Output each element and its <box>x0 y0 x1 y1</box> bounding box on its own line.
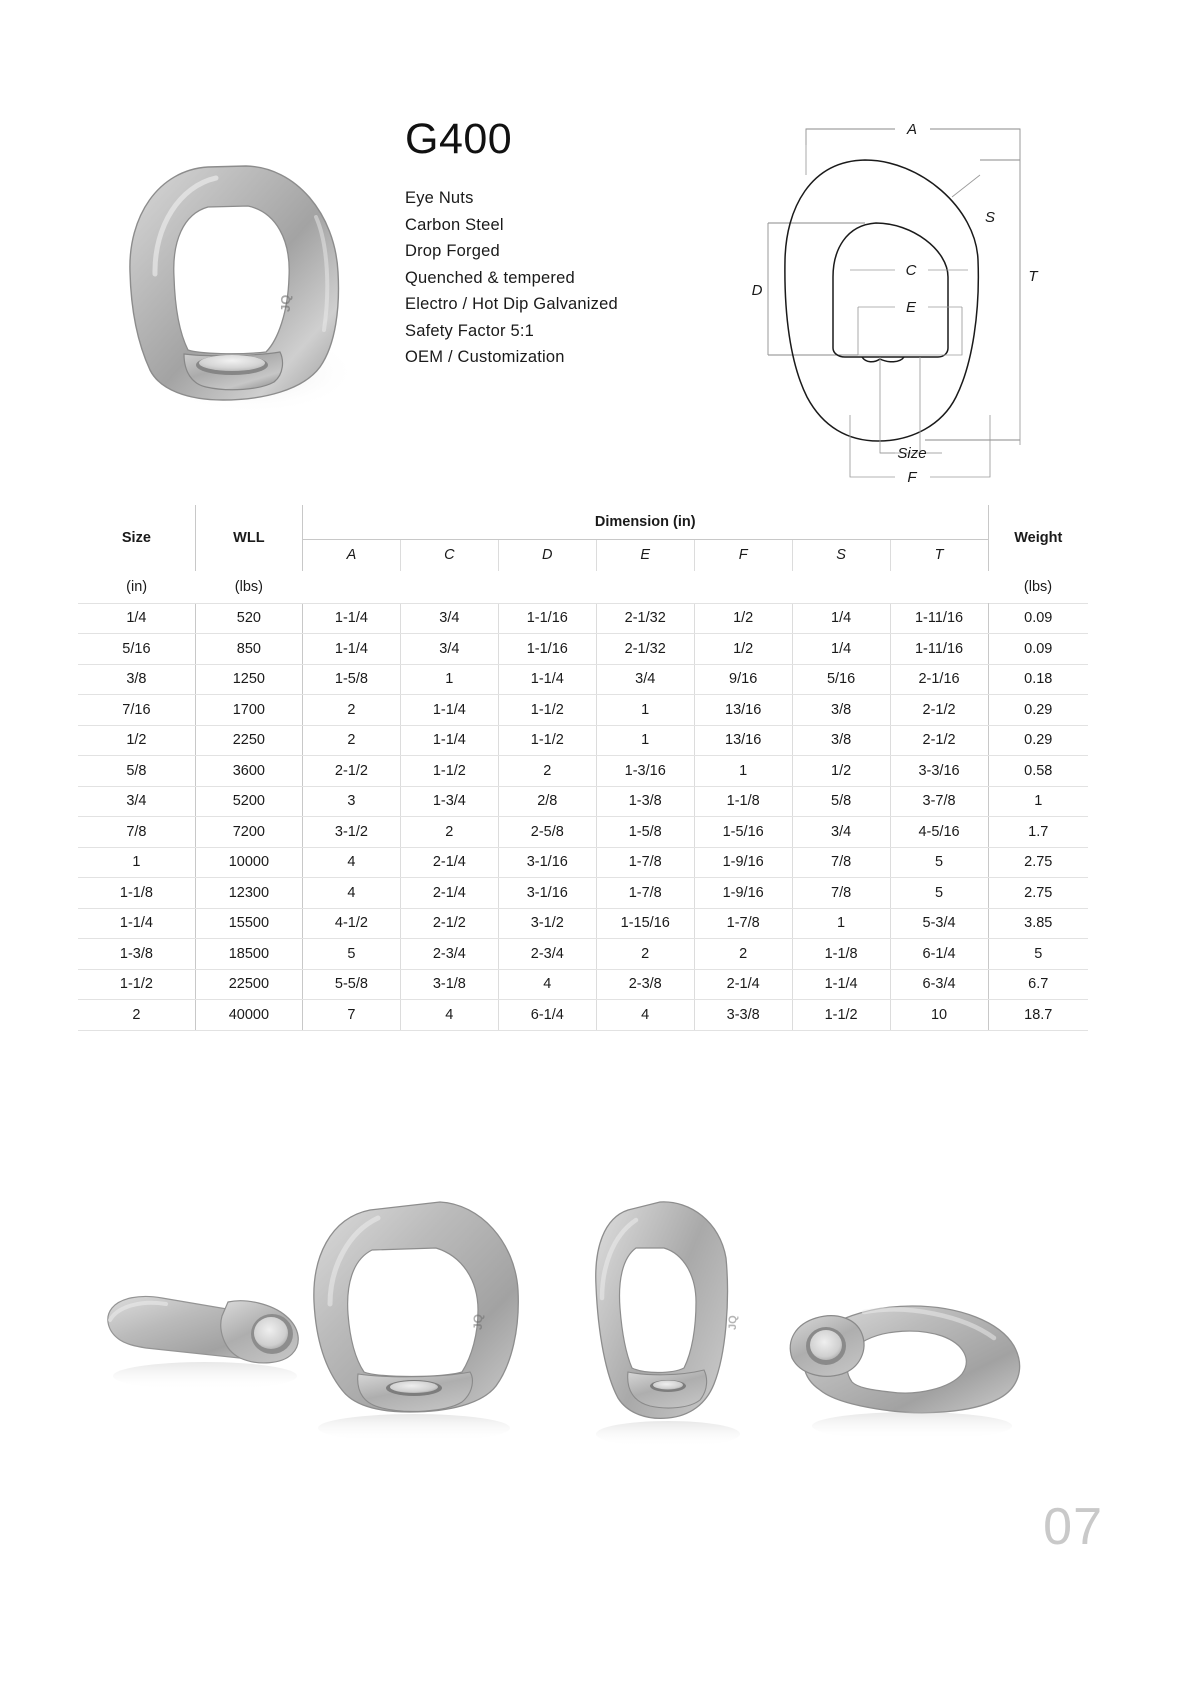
diagram-label-size: Size <box>897 445 927 462</box>
cell-e: 2-3/8 <box>596 969 694 1000</box>
cell-s: 1/4 <box>792 634 890 665</box>
cell-size: 1-1/4 <box>78 908 195 939</box>
cell-t: 6-1/4 <box>890 939 988 970</box>
cell-s: 7/8 <box>792 847 890 878</box>
cell-d: 1-1/2 <box>498 695 596 726</box>
header-size: Size <box>121 530 151 546</box>
cell-t: 3-3/16 <box>890 756 988 787</box>
cell-c: 2-1/4 <box>400 878 498 909</box>
cell-t: 4-5/16 <box>890 817 988 848</box>
cell-weight: 2.75 <box>988 847 1088 878</box>
cell-f: 2-1/4 <box>694 969 792 1000</box>
specifications-table <box>78 505 1088 1031</box>
cell-size: 1 <box>78 847 195 878</box>
cell-t: 3-7/8 <box>890 786 988 817</box>
cell-f: 1/2 <box>694 603 792 634</box>
cell-s: 1-1/2 <box>792 1000 890 1031</box>
table-body <box>78 603 1088 1030</box>
cell-d: 1-1/2 <box>498 725 596 756</box>
table-row <box>78 695 1088 726</box>
cell-weight: 0.29 <box>988 695 1088 726</box>
cell-a: 1-1/4 <box>302 634 400 665</box>
table-row <box>78 634 1088 665</box>
header-dim-unit-spacer <box>302 571 988 603</box>
cell-weight: 0.58 <box>988 756 1088 787</box>
cell-d: 3-1/16 <box>498 878 596 909</box>
cell-wll: 5200 <box>195 786 302 817</box>
table-row <box>78 603 1088 634</box>
cell-c: 1-1/4 <box>400 695 498 726</box>
cell-d: 3-1/2 <box>498 908 596 939</box>
table-header-row-units <box>78 571 1088 603</box>
cell-f: 3-3/8 <box>694 1000 792 1031</box>
table-row <box>78 878 1088 909</box>
cell-f: 13/16 <box>694 725 792 756</box>
cell-d: 1-1/16 <box>498 603 596 634</box>
cell-e: 2 <box>596 939 694 970</box>
cell-d: 1-1/16 <box>498 634 596 665</box>
cell-f: 2 <box>694 939 792 970</box>
cell-c: 4 <box>400 1000 498 1031</box>
cell-s: 5/16 <box>792 664 890 695</box>
svg-text:JQ: JQ <box>727 1315 739 1330</box>
cell-s: 5/8 <box>792 786 890 817</box>
cell-f: 13/16 <box>694 695 792 726</box>
cell-f: 9/16 <box>694 664 792 695</box>
header-wll-unit: (lbs) <box>234 578 263 595</box>
table-row <box>78 725 1088 756</box>
product-photo-upright-side <box>596 1202 740 1447</box>
cell-f: 1-9/16 <box>694 847 792 878</box>
header-dim-f: F <box>694 539 792 571</box>
cell-a: 1-5/8 <box>302 664 400 695</box>
cell-t: 2-1/2 <box>890 695 988 726</box>
cell-d: 2/8 <box>498 786 596 817</box>
cell-t: 1-11/16 <box>890 603 988 634</box>
cell-e: 1 <box>596 725 694 756</box>
cell-size: 1-1/8 <box>78 878 195 909</box>
header-weight-unit: (lbs) <box>1023 578 1053 595</box>
cell-a: 4-1/2 <box>302 908 400 939</box>
cell-d: 4 <box>498 969 596 1000</box>
diagram-label-t: T <box>1028 268 1038 285</box>
diagram-label-f: F <box>907 469 917 486</box>
cell-size: 1-3/8 <box>78 939 195 970</box>
cell-wll: 3600 <box>195 756 302 787</box>
product-gallery-section <box>0 1090 1181 1490</box>
cell-c: 3-1/8 <box>400 969 498 1000</box>
cell-t: 1-11/16 <box>890 634 988 665</box>
cell-e: 1-15/16 <box>596 908 694 939</box>
cell-c: 2-1/2 <box>400 908 498 939</box>
cell-e: 1-3/16 <box>596 756 694 787</box>
cell-c: 1-3/4 <box>400 786 498 817</box>
header-dim-d: D <box>498 539 596 571</box>
cell-f: 1-1/8 <box>694 786 792 817</box>
table-row <box>78 1000 1088 1031</box>
cell-wll: 1250 <box>195 664 302 695</box>
cell-f: 1-9/16 <box>694 878 792 909</box>
cell-weight: 6.7 <box>988 969 1088 1000</box>
cell-a: 7 <box>302 1000 400 1031</box>
cell-weight: 3.85 <box>988 908 1088 939</box>
cell-weight: 0.29 <box>988 725 1088 756</box>
cell-e: 1-7/8 <box>596 847 694 878</box>
cell-a: 4 <box>302 878 400 909</box>
cell-wll: 2250 <box>195 725 302 756</box>
cell-weight: 5 <box>988 939 1088 970</box>
cell-size: 5/16 <box>78 634 195 665</box>
cell-a: 3 <box>302 786 400 817</box>
cell-f: 1/2 <box>694 634 792 665</box>
cell-s: 1 <box>792 908 890 939</box>
cell-a: 2-1/2 <box>302 756 400 787</box>
cell-s: 1/2 <box>792 756 890 787</box>
cell-wll: 12300 <box>195 878 302 909</box>
cell-s: 1-1/8 <box>792 939 890 970</box>
table-row <box>78 939 1088 970</box>
cell-s: 1/4 <box>792 603 890 634</box>
cell-d: 2-3/4 <box>498 939 596 970</box>
cell-wll: 15500 <box>195 908 302 939</box>
page-number: 07 <box>1043 1498 1103 1556</box>
spec-item: Carbon Steel <box>405 215 504 234</box>
cell-e: 1-7/8 <box>596 878 694 909</box>
cell-d: 2-5/8 <box>498 817 596 848</box>
cell-wll: 520 <box>195 603 302 634</box>
table-row <box>78 786 1088 817</box>
cell-c: 2-1/4 <box>400 847 498 878</box>
cell-size: 3/8 <box>78 664 195 695</box>
svg-text:JQ: JQ <box>278 294 293 312</box>
table-row <box>78 969 1088 1000</box>
cell-wll: 850 <box>195 634 302 665</box>
cell-e: 1 <box>596 695 694 726</box>
cell-c: 1-1/2 <box>400 756 498 787</box>
cell-a: 2 <box>302 695 400 726</box>
svg-text:JQ: JQ <box>471 1313 485 1330</box>
cell-weight: 2.75 <box>988 878 1088 909</box>
cell-t: 10 <box>890 1000 988 1031</box>
header-wll: WLL <box>195 505 302 571</box>
cell-s: 3/4 <box>792 817 890 848</box>
cell-t: 2-1/16 <box>890 664 988 695</box>
table-row <box>78 847 1088 878</box>
cell-weight: 0.18 <box>988 664 1088 695</box>
header-dim-s: S <box>792 539 890 571</box>
cell-wll: 22500 <box>195 969 302 1000</box>
cell-size: 7/16 <box>78 695 195 726</box>
cell-weight: 0.09 <box>988 634 1088 665</box>
table-row <box>78 908 1088 939</box>
cell-size: 3/4 <box>78 786 195 817</box>
cell-e: 1-5/8 <box>596 817 694 848</box>
cell-t: 5 <box>890 847 988 878</box>
cell-d: 3-1/16 <box>498 847 596 878</box>
hero-product-photo <box>88 122 378 422</box>
cell-t: 6-3/4 <box>890 969 988 1000</box>
cell-a: 2 <box>302 725 400 756</box>
cell-wll: 1700 <box>195 695 302 726</box>
cell-c: 3/4 <box>400 603 498 634</box>
cell-d: 2 <box>498 756 596 787</box>
cell-s: 3/8 <box>792 725 890 756</box>
header-dim-e: E <box>596 539 694 571</box>
spec-item: Eye Nuts <box>405 189 474 207</box>
cell-c: 1-1/4 <box>400 725 498 756</box>
cell-a: 3-1/2 <box>302 817 400 848</box>
cell-e: 2-1/32 <box>596 634 694 665</box>
header-weight: Weight <box>1014 530 1063 546</box>
cell-s: 7/8 <box>792 878 890 909</box>
cell-e: 4 <box>596 1000 694 1031</box>
product-spec-list <box>405 185 705 371</box>
cell-e: 3/4 <box>596 664 694 695</box>
cell-size: 5/8 <box>78 756 195 787</box>
cell-a: 4 <box>302 847 400 878</box>
cell-c: 3/4 <box>400 634 498 665</box>
cell-t: 2-1/2 <box>890 725 988 756</box>
cell-wll: 7200 <box>195 817 302 848</box>
diagram-label-s: S <box>984 209 996 226</box>
cell-weight: 18.7 <box>988 1000 1088 1031</box>
cell-size: 7/8 <box>78 817 195 848</box>
header-dimension: Dimension (in) <box>302 505 988 539</box>
page-title: G400 <box>405 115 513 163</box>
cell-a: 5-5/8 <box>302 969 400 1000</box>
specifications-table-wrapper <box>78 505 1088 1031</box>
diagram-label-c: C <box>905 262 917 279</box>
cell-d: 6-1/4 <box>498 1000 596 1031</box>
cell-wll: 18500 <box>195 939 302 970</box>
cell-e: 1-3/8 <box>596 786 694 817</box>
product-photo-tilted-right <box>790 1306 1019 1440</box>
cell-t: 5-3/4 <box>890 908 988 939</box>
header-size-unit: (in) <box>126 578 148 595</box>
cell-size: 1-1/2 <box>78 969 195 1000</box>
cell-s: 1-1/4 <box>792 969 890 1000</box>
cell-weight: 0.09 <box>988 603 1088 634</box>
header-dim-t: T <box>890 539 988 571</box>
cell-f: 1-5/16 <box>694 817 792 848</box>
spec-item: Quenched & tempered <box>405 268 575 287</box>
cell-c: 2 <box>400 817 498 848</box>
diagram-label-a: A <box>906 121 918 138</box>
cell-e: 2-1/32 <box>596 603 694 634</box>
cell-size: 1/4 <box>78 603 195 634</box>
cell-a: 5 <box>302 939 400 970</box>
cell-f: 1-7/8 <box>694 908 792 939</box>
spec-item: Electro / Hot Dip Galvanized <box>405 295 618 313</box>
spec-item: Safety Factor 5:1 <box>405 321 535 340</box>
cell-a: 1-1/4 <box>302 603 400 634</box>
cell-weight: 1.7 <box>988 817 1088 848</box>
cell-c: 2-3/4 <box>400 939 498 970</box>
spec-item: Drop Forged <box>405 242 500 260</box>
product-header-section <box>0 0 1181 486</box>
header-dim-c: C <box>400 539 498 571</box>
cell-c: 1 <box>400 664 498 695</box>
cell-wll: 10000 <box>195 847 302 878</box>
technical-dimension-diagram <box>690 105 1040 486</box>
cell-weight: 1 <box>988 786 1088 817</box>
cell-t: 5 <box>890 878 988 909</box>
cell-size: 2 <box>78 1000 195 1031</box>
cell-s: 3/8 <box>792 695 890 726</box>
table-header-row-main <box>78 505 1088 539</box>
cell-f: 1 <box>694 756 792 787</box>
diagram-label-e: E <box>905 299 917 316</box>
table-row <box>78 756 1088 787</box>
product-photo-upright-front <box>314 1202 518 1442</box>
table-row <box>78 664 1088 695</box>
cell-d: 1-1/4 <box>498 664 596 695</box>
diagram-label-d: D <box>751 282 763 299</box>
cell-wll: 40000 <box>195 1000 302 1031</box>
product-photo-lying-left <box>108 1296 298 1390</box>
header-dim-a: A <box>302 539 400 571</box>
cell-size: 1/2 <box>78 725 195 756</box>
table-row <box>78 817 1088 848</box>
spec-item: OEM / Customization <box>405 348 565 366</box>
product-title-block <box>405 115 705 371</box>
